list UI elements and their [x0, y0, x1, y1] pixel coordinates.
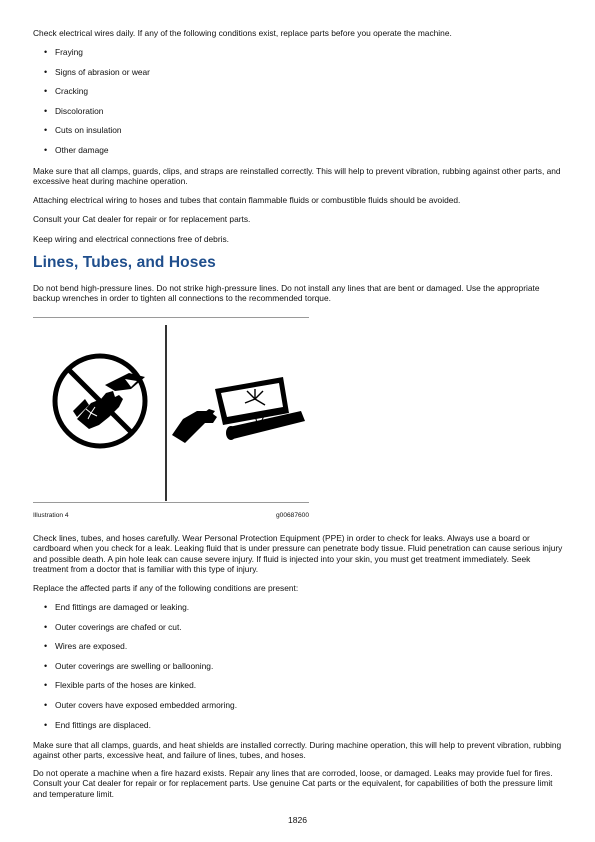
figure-bottom-rule	[33, 502, 309, 503]
list-item: • End fittings are displaced.	[44, 720, 237, 740]
intro-paragraph: Check electrical wires daily. If any of the following conditions exist, replace parts before you operate the machine.	[33, 28, 452, 38]
page-number: 1826	[287, 815, 308, 825]
check-paragraph: Check lines, tubes, and hoses carefully. Wear Personal Protection Equipment (PPE) in order to check for leaks. Always use a board or cardboard when you check for a leak. Leaking fluid that is under pressure can penetrate body tissue. Fluid penetration can cause serious injury and possible death. A pin hole leak can cause severe injury. If fluid is injected into your skin, you must get treatment immediately. Seek treatment from a doctor that is familiar with this type of injury.	[33, 533, 563, 575]
clamps-paragraph: Make sure that all clamps, guards, clips, and straps are reinstalled correctly. This will help to prevent vibration, rubbing against other parts, and excessive heat during machine operation.	[33, 166, 561, 187]
figure-top-rule	[33, 317, 309, 318]
dealer-paragraph: Consult your Cat dealer for repair or for replacement parts.	[33, 214, 251, 224]
list-item: • Wires are exposed.	[44, 641, 237, 661]
debris-paragraph: Keep wiring and electrical connections free of debris.	[33, 234, 229, 244]
list-item: • Flexible parts of the hoses are kinked.	[44, 680, 237, 700]
fire-paragraph: Do not operate a machine when a fire hazard exists. Repair any lines that are corroded, loose, or damaged. Leaks may provide fuel for fires. Consult your Cat dealer for repair or for replacement parts. Use genuine Cat parts or the equivalent, for capabilities of both the pressure limit and temperature limit.	[33, 768, 553, 799]
hose-conditions-list	[44, 602, 237, 739]
figure-label: Illustration 4	[33, 512, 69, 519]
list-item: • Outer coverings are swelling or ballooning.	[44, 661, 237, 681]
list-item: • Discoloration	[44, 106, 150, 126]
section-heading: Lines, Tubes, and Hoses	[33, 254, 216, 271]
high-pressure-leak-warning-graphic	[33, 319, 309, 501]
prohibition-icon	[55, 356, 145, 446]
list-item: • Cuts on insulation	[44, 125, 150, 145]
list-item: • Other damage	[44, 145, 150, 165]
attach-paragraph: Attaching electrical wiring to hoses and tubes that contain flammable fluids or combustible fluids should be avoided.	[33, 195, 461, 205]
list-item: • End fittings are damaged or leaking.	[44, 602, 237, 622]
heat-paragraph: Make sure that all clamps, guards, and heat shields are installed correctly. During machine operation, this will help to prevent vibration, rubbing against other parts, excessive heat, and failure of lines, tubes, and hoses.	[33, 740, 562, 761]
figure-code: g00687600	[275, 512, 309, 519]
replace-paragraph: Replace the affected parts if any of the following conditions are present:	[33, 583, 299, 593]
bend-paragraph: Do not bend high-pressure lines. Do not strike high-pressure lines. Do not install any lines that are bent or damaged. Use the appropriate backup wrenches in order to tighten all connections to the recommended torque.	[33, 283, 540, 304]
list-item: • Outer covers have exposed embedded armoring.	[44, 700, 237, 720]
list-item: • Signs of abrasion or wear	[44, 67, 150, 87]
list-item: • Outer coverings are chafed or cut.	[44, 622, 237, 642]
board-check-icon	[172, 377, 305, 443]
list-item: • Fraying	[44, 47, 150, 67]
illustration-4	[33, 317, 309, 525]
wire-conditions-list	[44, 47, 150, 165]
list-item: • Cracking	[44, 86, 150, 106]
